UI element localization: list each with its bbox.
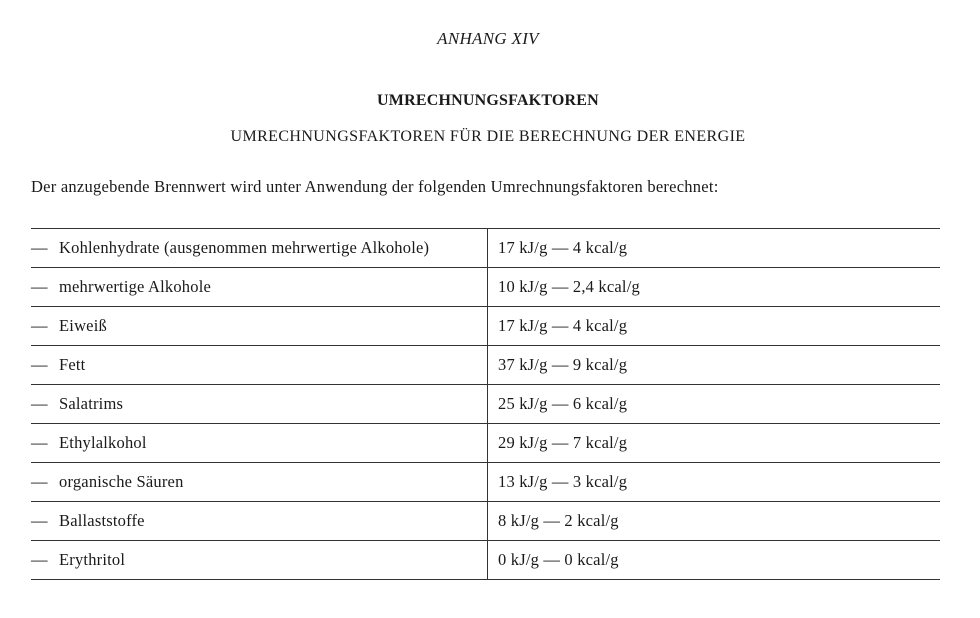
factor-value: 0 kJ/g — 0 kcal/g: [488, 541, 941, 580]
nutrient-label: organische Säuren: [59, 472, 184, 491]
dash-marker: —: [31, 511, 48, 530]
dash-marker: —: [31, 355, 48, 374]
table-row: [31, 307, 940, 346]
dash-marker: —: [31, 433, 48, 452]
document-subtitle: UMRECHNUNGSFAKTOREN FÜR DIE BERECHNUNG DER ENERGIE: [230, 128, 746, 145]
nutrient-label: Salatrims: [59, 394, 124, 413]
nutrient-label: Ballaststoffe: [59, 511, 145, 530]
intro-paragraph: Der anzugebende Brennwert wird unter Anwendung der folgenden Umrechnungsfaktoren berechnet:: [31, 177, 719, 196]
conversion-factors-table: [31, 228, 940, 580]
dash-marker: —: [31, 238, 48, 257]
dash-marker: —: [31, 316, 48, 335]
table-row: [31, 424, 940, 463]
dash-marker: —: [31, 550, 48, 569]
table-row: [31, 463, 940, 502]
table-row: [31, 268, 940, 307]
nutrient-label: Ethylalkohol: [59, 433, 147, 452]
nutrient-label: Kohlenhydrate (ausgenommen mehrwertige Alkohole): [59, 238, 430, 257]
table-row: [31, 502, 940, 541]
nutrient-cell: [31, 463, 488, 502]
nutrient-cell: [31, 346, 488, 385]
factor-value: 37 kJ/g — 9 kcal/g: [488, 346, 941, 385]
dash-marker: —: [31, 472, 48, 491]
document-title: UMRECHNUNGSFAKTOREN: [377, 92, 599, 109]
nutrient-cell: [31, 229, 488, 268]
factor-value: 17 kJ/g — 4 kcal/g: [488, 307, 941, 346]
nutrient-label: mehrwertige Alkohole: [59, 277, 212, 296]
dash-marker: —: [31, 277, 48, 296]
nutrient-cell: [31, 502, 488, 541]
factor-value: 25 kJ/g — 6 kcal/g: [488, 385, 941, 424]
factor-value: 17 kJ/g — 4 kcal/g: [488, 229, 941, 268]
factor-value: 8 kJ/g — 2 kcal/g: [488, 502, 941, 541]
nutrient-label: Erythritol: [59, 550, 126, 569]
nutrient-cell: [31, 268, 488, 307]
nutrient-label: Eiweiß: [59, 316, 107, 335]
table-row: [31, 346, 940, 385]
dash-marker: —: [31, 394, 48, 413]
annex-heading: ANHANG XIV: [437, 29, 539, 48]
factor-value: 10 kJ/g — 2,4 kcal/g: [488, 268, 941, 307]
factor-value: 13 kJ/g — 3 kcal/g: [488, 463, 941, 502]
table-row: [31, 541, 940, 580]
nutrient-cell: [31, 307, 488, 346]
nutrient-label: Fett: [59, 355, 86, 374]
factor-value: 29 kJ/g — 7 kcal/g: [488, 424, 941, 463]
nutrient-cell: [31, 541, 488, 580]
table-row: [31, 385, 940, 424]
nutrient-cell: [31, 424, 488, 463]
nutrient-cell: [31, 385, 488, 424]
table-row: [31, 229, 940, 268]
